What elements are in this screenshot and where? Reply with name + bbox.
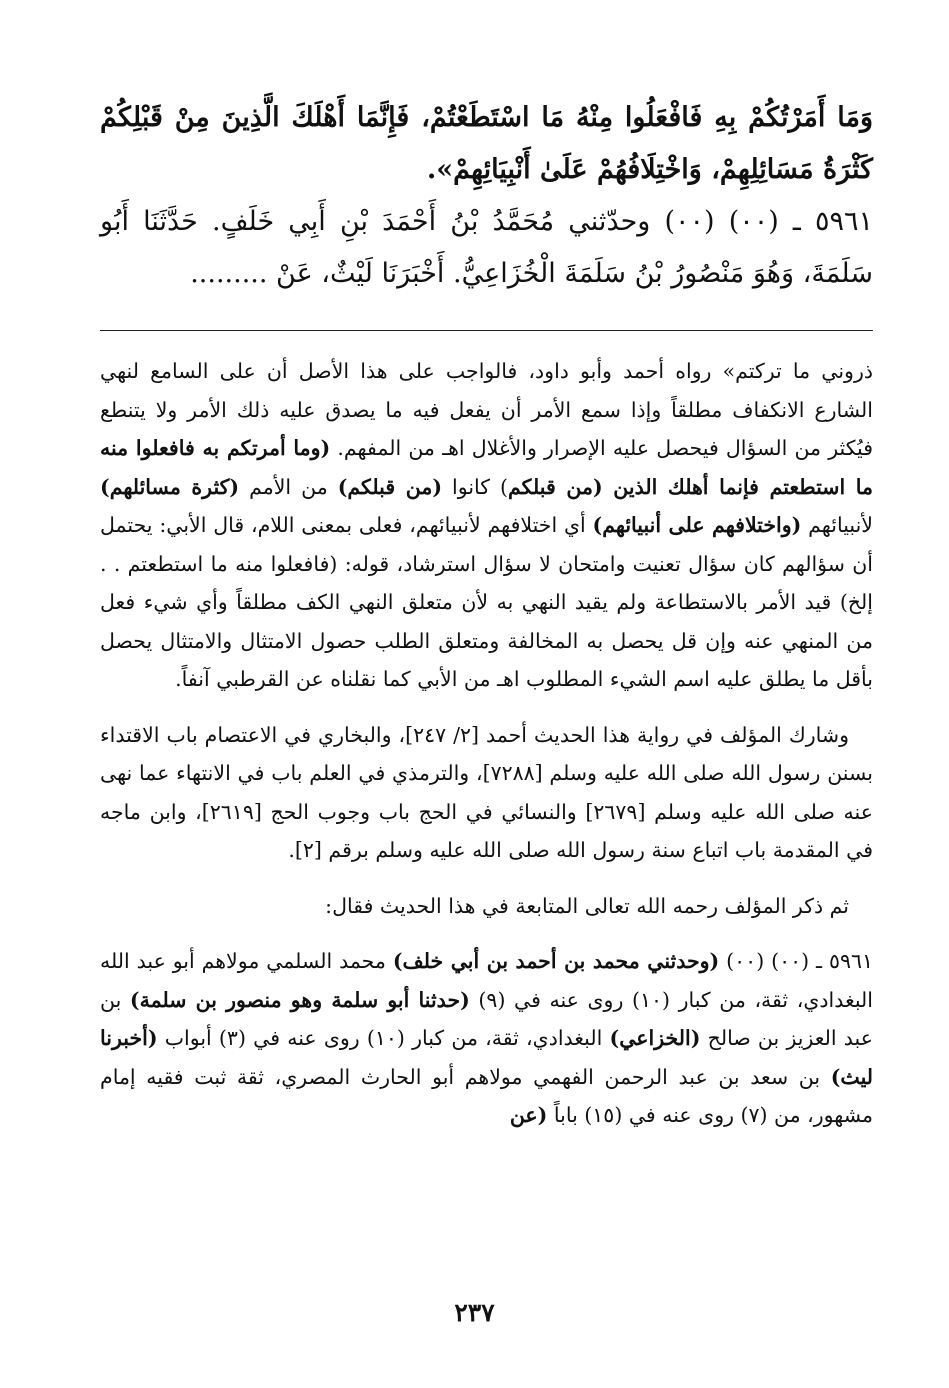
text-segment: بن عبد العزيز بن صالح — [100, 987, 873, 1050]
page-number: ٢٣٧ — [454, 1298, 495, 1327]
matn-paragraph-2: ٥٩٦١ ـ (٠٠) (٠٠) وحدّثني مُحَمَّدُ بْنُ أَحْمَدَ بْنِ أَبِي خَلَفٍ. حَدَّثَنَا أَبُو سَلَمَةَ، وَهُوَ مَنْصُورُ بْنُ سَلَمَةَ الْخُزَاعِيُّ. أَخْبَرَنَا لَيْثٌ، عَنْ ......... — [100, 206, 873, 289]
matn-p1-part-b: فَإِنَّمَا أَهْلَكَ الَّذِينَ مِنْ قَبْلِكُمْ كَثْرَةُ مَسَائِلِهِمْ، وَاخْتِلَافُهُمْ عَلَىٰ أَنْبِيَائِهِمْ». — [100, 102, 873, 185]
text-segment: أي اختلافهم لأنبيائهم، فعلى بمعنى اللام، قال الأبي: يحتمل أن سؤالهم كان سؤال تعنيت وامتحان لا سؤال استرشاد، قوله: (فافعلوا منه ما استطعتم . . إلخ) قيد الأمر بالاستطاعة ولم يقيد النهي به لأن متعلق النهي الكف مطلقاً وأي شيء فعل من المنهي عنه وإن قل يحصل به المخالفة ومتعلق الطلب حصول الامتثال والامتثال يحصل بأقل ما يطلق عليه اسم الشيء المطلوب اهـ من الأبي كما نقلناه عن القرطبي آنفاً. — [100, 513, 873, 691]
text-segment: ) كانوا — [442, 474, 509, 499]
bold-segment: (من قبلكم) — [337, 474, 443, 499]
commentary-section — [100, 352, 873, 1135]
text-segment: من الأمم — [239, 474, 338, 499]
text-segment: لأنبيائهم — [801, 513, 873, 537]
commentary-paragraph-1 — [100, 352, 873, 699]
text-segment: ٥٩٦١ ـ (٠٠) (٠٠) — [719, 949, 873, 973]
commentary-paragraph-4 — [100, 942, 873, 1135]
bold-segment: (واختلافهم على أنبيائهم) — [592, 513, 802, 537]
text-segment: البغدادي، ثقة، من كبار (١٠) روى عنه في (٣) أبواب — [157, 1026, 610, 1050]
matn-section — [100, 92, 873, 300]
text-segment: ذروني ما تركتم» رواه أحمد وأبو داود، فالواجب على هذا الأصل أن على السامع لنهي الشارع الانكفاف مطلقاً وإذا سمع الأمر أن يفعل فيه ما يصدق عليه ذلك الأمر ولا يتنطع فيُكثر من السؤال فيحصل عليه الإصرار والأغلال اهـ من المفهم. — [100, 359, 873, 460]
bold-segment: (عن — [509, 1103, 548, 1127]
bold-segment: (أخبرنا ليث) — [100, 1026, 873, 1089]
bold-segment: (وحدثني محمد بن أحمد بن أبي خلف) — [392, 949, 720, 973]
commentary-paragraph-3: ثم ذكر المؤلف رحمه الله تعالى المتابعة في هذا الحديث فقال: — [325, 893, 849, 918]
footnote-divider — [100, 330, 873, 331]
commentary-paragraph-2: وشارك المؤلف في رواية هذا الحديث أحمد [٢/ ٢٤٧]، والبخاري في الاعتصام باب الاقتداء بسنن رسول الله صلى الله عليه وسلم [٧٢٨٨]، والترمذي في العلم باب في الانتهاء عما نهى عنه صلى الله عليه وسلم [٢٦٧٩] والنسائي في الحج باب وجوب الحج [٢٦١٩]، وابن ماجه في المقدمة باب اتباع سنة رسول الله صلى الله عليه وسلم برقم [٢]. — [100, 722, 873, 862]
bold-segment: (حدثنا أبو سلمة وهو منصور بن سلمة) — [129, 987, 470, 1012]
bold-segment: (الخزاعي) — [609, 1026, 701, 1050]
matn-p1-part-a: وَمَا أَمَرْتُكُمْ بِهِ فَافْعَلُوا مِنْهُ مَا اسْتَطَعْتُمْ، — [409, 102, 874, 133]
bold-segment: (كثرة مسائلهم) — [100, 474, 240, 499]
bold-segment: (من قبلكم — [508, 474, 614, 499]
matn-paragraph-1 — [100, 92, 873, 196]
bold-segment: (وما أمرتكم به فافعلوا منه ما استطعتم فإنما أهلك الذين — [100, 436, 874, 499]
text-segment: محمد السلمي مولاهم أبو عبد الله البغدادي، ثقة، من كبار (١٠) روى عنه في (٩) — [100, 949, 873, 1012]
text-segment: بن سعد بن عبد الرحمن الفهمي مولاهم أبو الحارث المصري، ثقة ثبت فقيه إمام مشهور، من (٧) روى عنه في (١٥) باباً — [100, 1064, 873, 1127]
